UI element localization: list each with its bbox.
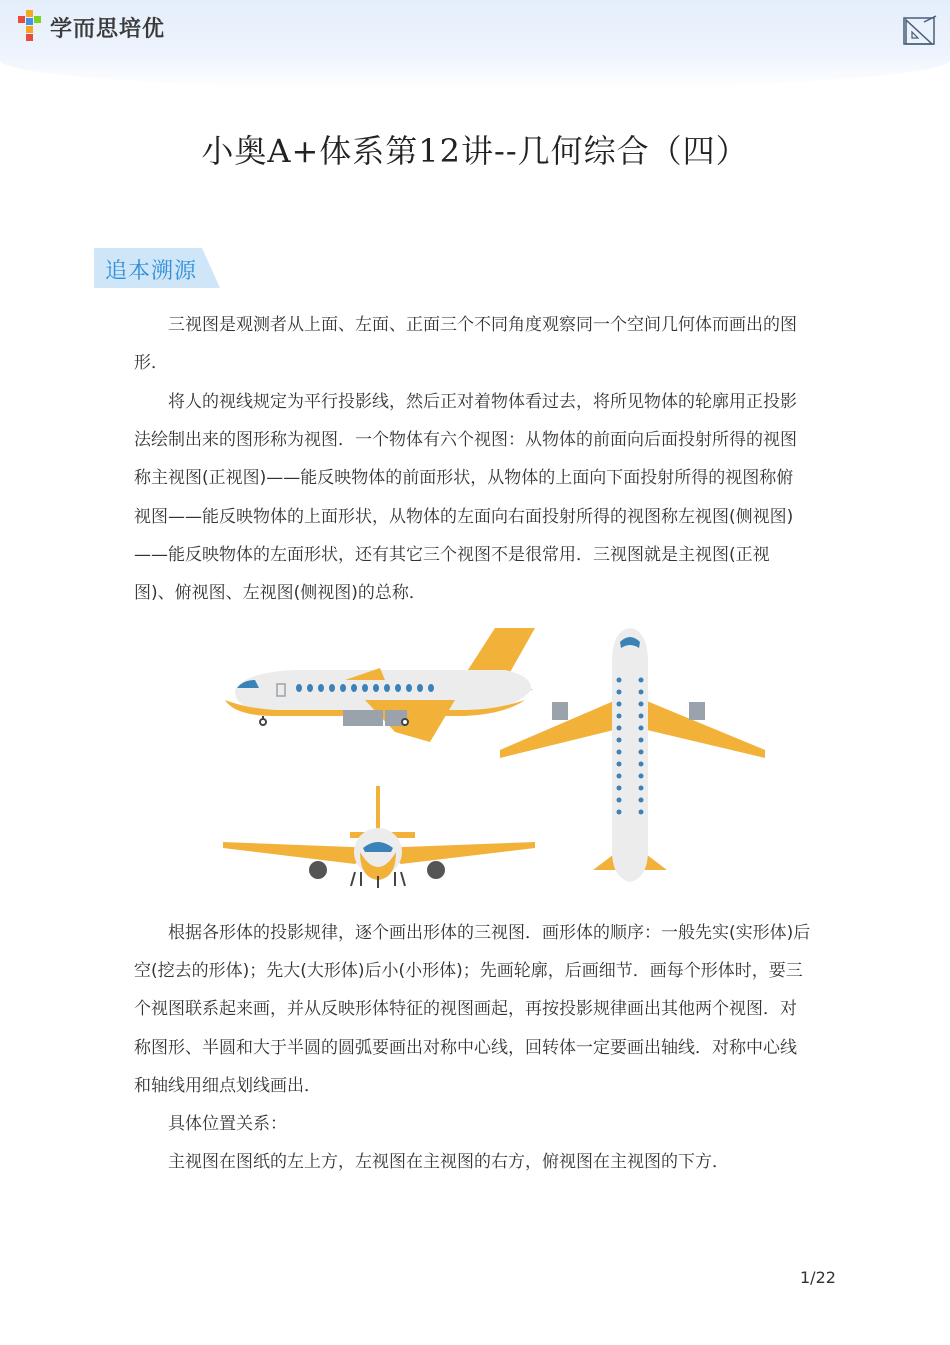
paragraph-5	[134, 1143, 850, 1181]
paragraph-line: ——能反映物体的左面形状，还有其它三个视图不是很常用．三视图就是主视图(正视	[134, 544, 770, 565]
airplane-top-view	[500, 628, 765, 882]
paragraph-line: 主视图在图纸的左上方，左视图在主视图的右方，俯视图在主视图的下方．	[168, 1152, 729, 1172]
paragraph-line: 视图——能反映物体的上面形状，从物体的左面向右面投射所得的视图称左视图(侧视图)	[134, 506, 794, 527]
paragraph-line: 称主视图(正视图)——能反映物体的前面形状，从物体的上面向下面投射所得的视图称俯	[134, 468, 794, 489]
paragraph-2	[134, 383, 850, 612]
section-heading	[94, 248, 220, 288]
paragraph-line: 个视图联系起来画，并从反映形体特征的视图画起，再按投影规律画出其他两个视图．对	[134, 999, 797, 1020]
paragraph-line: 具体位置关系：	[168, 1114, 287, 1134]
section-heading-label: 追本溯源	[105, 259, 198, 284]
paragraph-line: 形．	[134, 353, 168, 374]
paragraph-3	[134, 914, 850, 1105]
page-number: 1/22	[800, 1268, 836, 1287]
paragraph-line: 称图形、半圆和大于半圆的圆弧要画出对称中心线，回转体一定要画出轴线．对称中心线	[134, 1037, 797, 1058]
brand-logo[interactable]	[18, 10, 165, 44]
paragraph-line: 和轴线用细点划线画出．	[134, 1075, 321, 1096]
paragraph-4	[134, 1105, 850, 1143]
airplane-side-view	[225, 628, 535, 742]
airplane-three-views-illustration	[215, 620, 775, 890]
paragraph-line: 三视图是观测者从上面、左面、正面三个不同角度观察同一个空间几何体而画出的图	[168, 315, 797, 335]
document-title: 小奥A+体系第12讲--几何综合（四）	[201, 132, 749, 170]
logo-mark-icon	[18, 10, 44, 44]
paragraph-line: 法绘制出来的图形称为视图．一个物体有六个视图：从物体的前面向后面投射所得的视图	[134, 430, 797, 451]
paragraph-line: 图)、俯视图、左视图(侧视图)的总称．	[134, 583, 426, 604]
paragraph-1	[134, 306, 850, 382]
paragraph-line: 空(挖去的形体)；先大(大形体)后小(小形体)；先画轮廓，后画细节．画每个形体时，要三	[134, 961, 803, 982]
paragraph-line: 根据各形体的投影规律，逐个画出形体的三视图．画形体的顺序：一般先实(实形体)后	[168, 923, 811, 943]
paragraph-line: 将人的视线规定为平行投影线，然后正对着物体看过去，将所见物体的轮廓用正投影	[168, 392, 797, 412]
geometry-ruler-icon	[902, 14, 938, 48]
airplane-front-view	[223, 786, 535, 888]
brand-name: 学而思培优	[50, 16, 166, 42]
